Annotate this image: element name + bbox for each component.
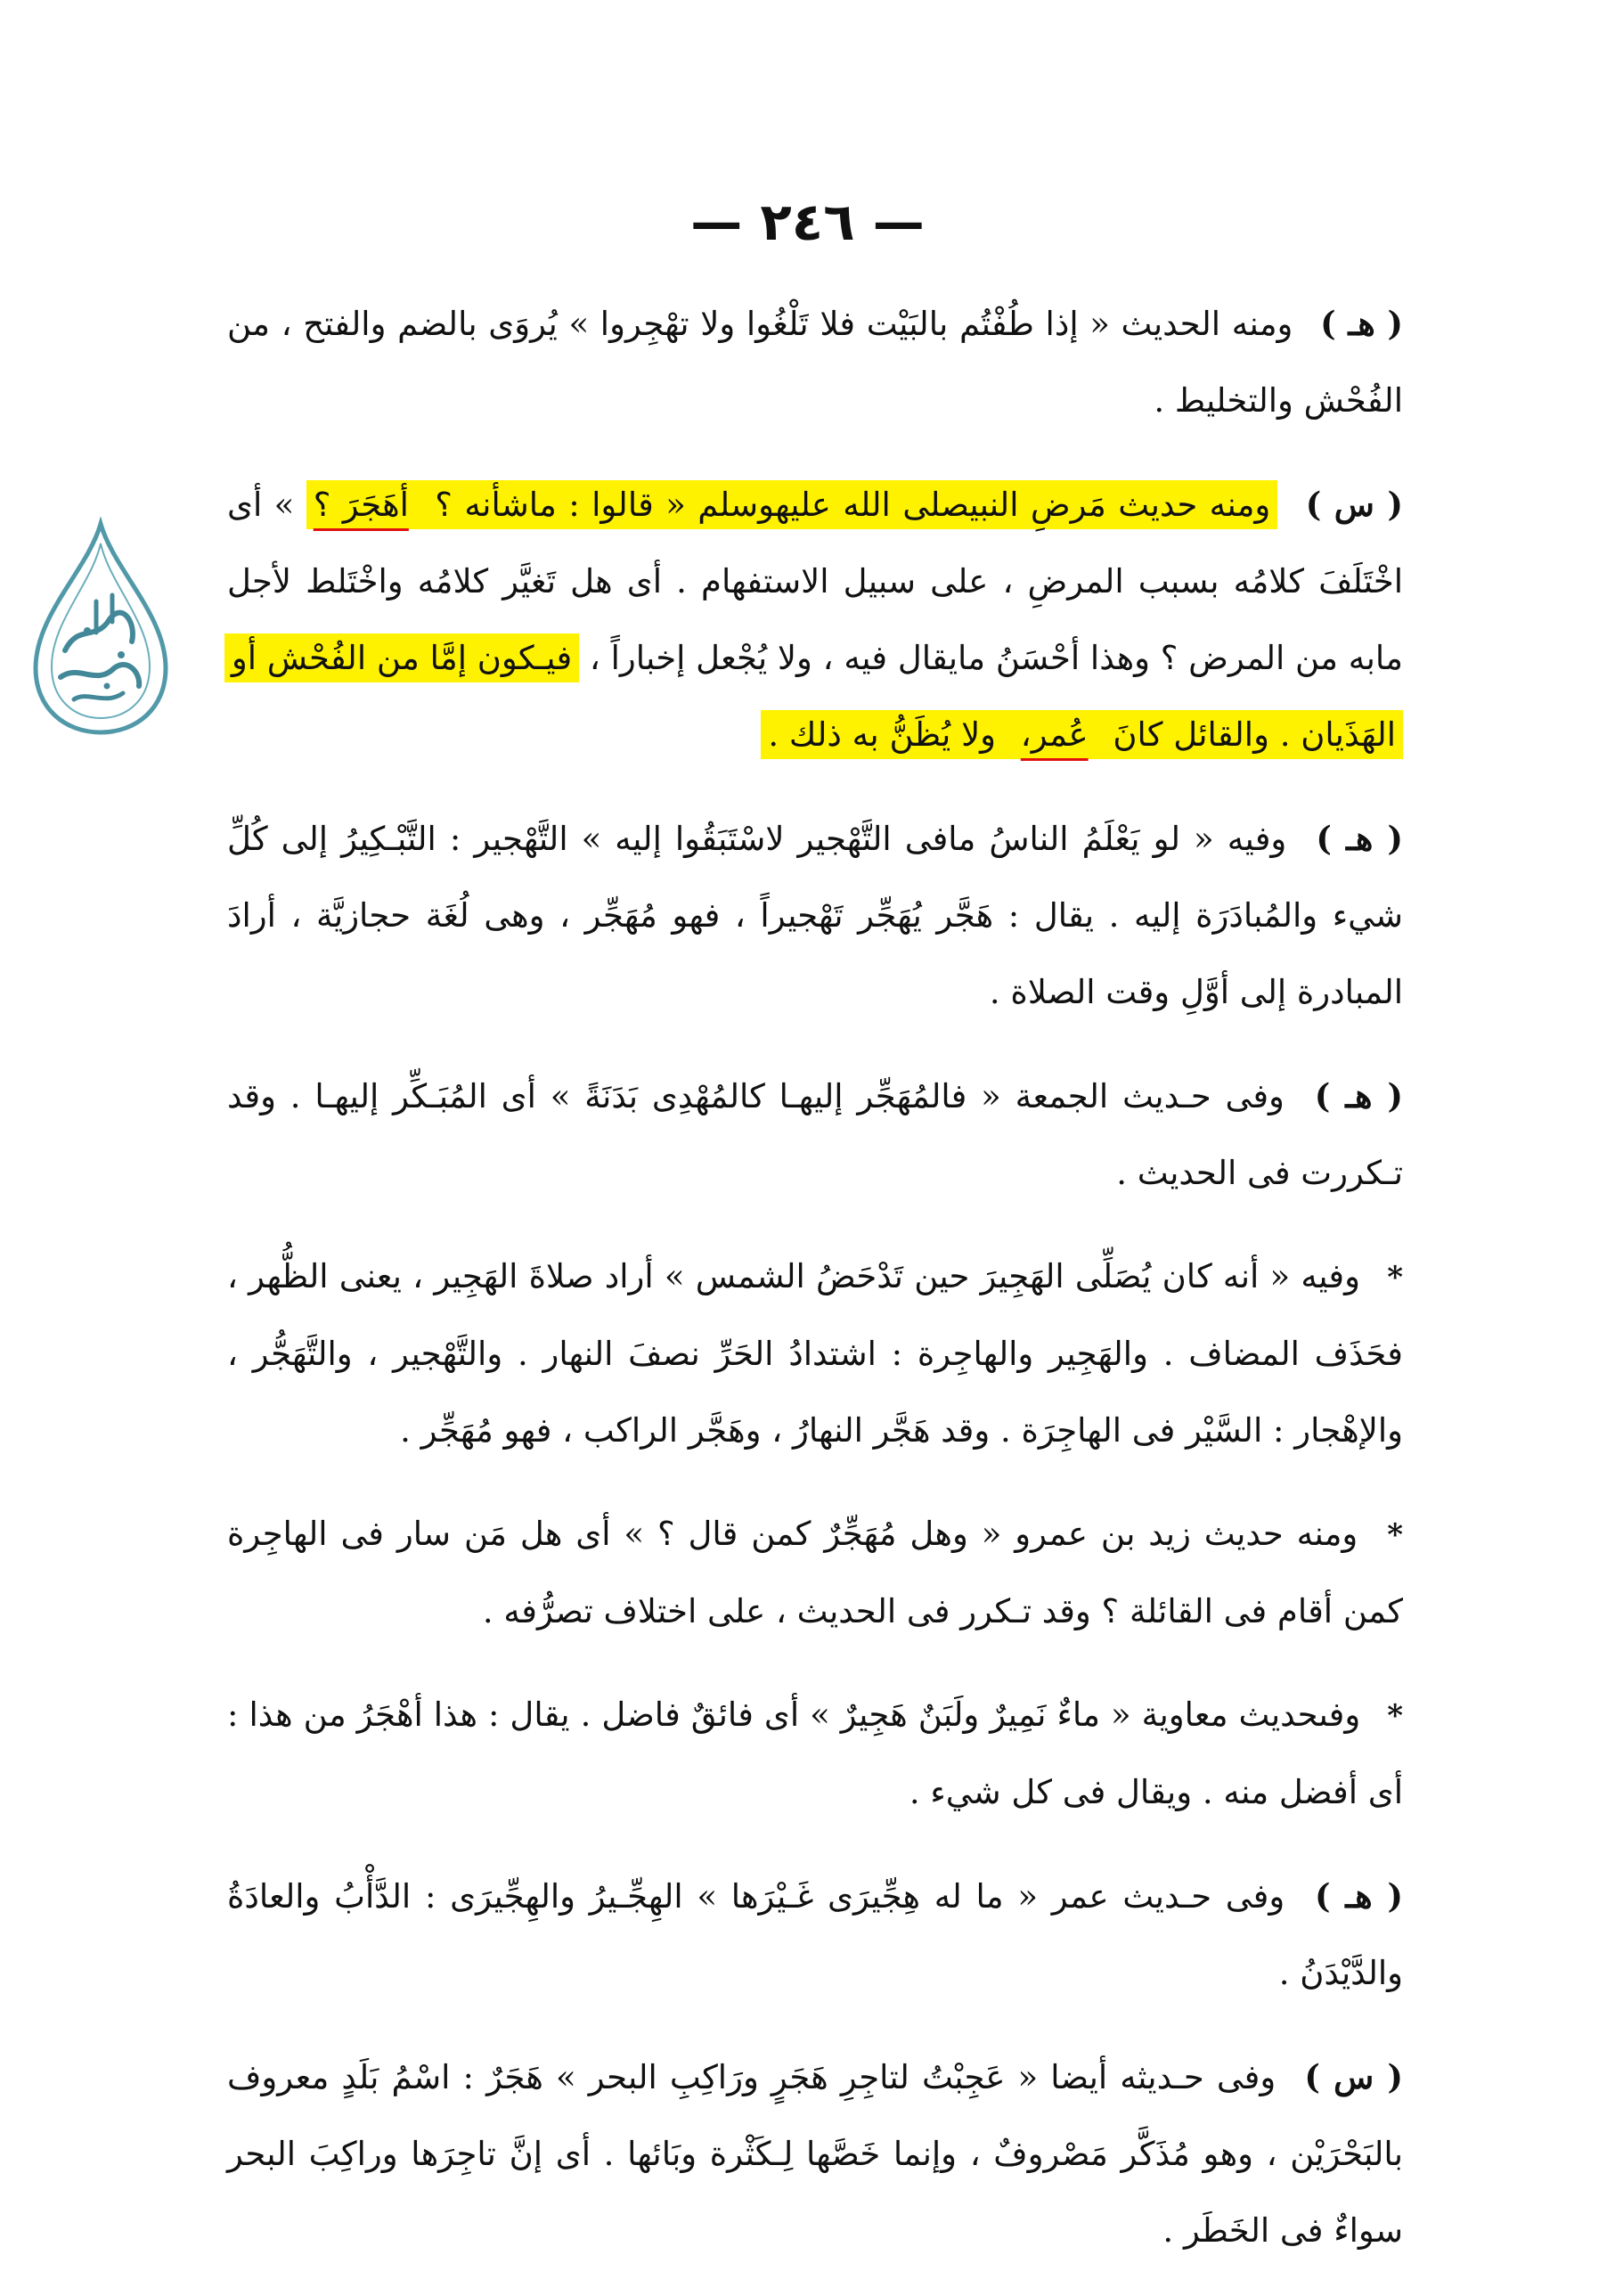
entry	[227, 1238, 1403, 1469]
entry-text: وفىحديث معاوية « ماءٌ نَمِيرٌ ولَبَنٌ هَجِيرٌ » أى فائقٌ فاضل . يقال : هذا أهْجَرُ من هذا : أى أفضل منه . ويقال فى كل شيء .	[227, 1695, 1403, 1811]
entry-marker: ( س )	[1305, 485, 1403, 524]
entry-marker: *	[1387, 1517, 1403, 1553]
entry-marker: ( هـ )	[1314, 1876, 1403, 1916]
highlighted-text: فيـكون إمَّا من الفُحْش أو الهَذَيان . والقائل كانَ	[224, 633, 1403, 759]
underlined-highlighted-text: أهَجَرَ ؟	[306, 480, 416, 529]
entry	[227, 1058, 1403, 1212]
entry-highlighted	[227, 466, 1403, 773]
entry	[227, 1677, 1403, 1831]
entry-text: وفى حـديث عمر « ما له هِجِّيرَى غَـيْرَها » الهِجِّـيرُ والهِجِّيرَى : الدَّأْبُ والعادَةُ والدَّيْدَنُ .	[227, 1877, 1403, 1992]
entry-text: وفيه « أنه كان يُصَلِّى الهَجِيرَ حين تَدْحَضُ الشمس » أراد صلاةَ الهَجِير ، يعنى الظُّهر ، فحَذَف المضاف . والهَجِير والهاجِرة : اشتدادُ الحَرِّ نصفَ النهار . والتَّهْجير ، والتَّهَجُّر ، والإهْجار : السَّيْر فى الهاجِرَة . وقد هَجَّر النهارُ ، وهَجَّر الراكب ، فهو مُهَجِّر .	[227, 1257, 1403, 1450]
page-number: — ٢٤٦ —	[690, 192, 925, 252]
entry	[227, 1496, 1403, 1650]
entry	[227, 1858, 1403, 2012]
entry-text: وفيه « لو يَعْلَمُ الناسُ مافى التَّهْجير لاسْتَبَقُوا إليه » التَّهْجير : التَّبْـكِيرُ إلى كُلِّ شيء والمُبادَرَة إليه . يقال : هَجَّر يُهَجِّر تَهْجيراً ، فهو مُهَجِّر ، وهى لُغَة حجازيَّة ، أرادَ المبادرة إلى أوَّلِ وقت الصلاة .	[227, 820, 1403, 1011]
entry-marker: *	[1387, 1260, 1403, 1295]
underlined-highlighted-text: عُمر،	[1014, 710, 1096, 759]
entry-marker: ( هـ )	[1316, 819, 1403, 858]
entry-text: وفى حـديثه أيضا « عَجِبْتُ لتاجِرِ هَجَرٍ ورَاكِبِ البحر » هَجَرٌ : اسْمُ بَلَدٍ معروف بالبَحْرَيْن ، وهو مُذَكَّر مَصْروفٌ ، وإنما خَصَّها لِـكَثْرة وبَائها . أى إنَّ تاجِرَها وراكِبَ البحر سواءٌ فى الخَطَر .	[227, 2058, 1403, 2250]
entry-text: ومنه حديث زيد بن عمرو « وهل مُهَجِّرٌ كمن قال ؟ » أى هل مَن سار فى الهاجِرة كمن أقام فى القائلة ؟ وقد تـكرر فى الحديث ، على اختلاف تصرُّفه .	[227, 1515, 1403, 1630]
calligraphy-seal-icon	[25, 517, 176, 739]
entry-marker: ( س )	[1304, 2057, 1403, 2096]
highlighted-text: ومنه حديث مَرضِ النبيصلى الله عليهوسلم « قالوا : ماشأنه ؟	[416, 480, 1277, 529]
entry-text: » أى اخْتَلَفَ كلامُه بسبب المرضِ ، على سبيل الاستفهام . أى هل تَغيَّر كلامُه واخْتَلط لأجل مابه من المرض ؟ وهذا أحْسَنُ مايقال فيه ، ولا يُجْعل إخباراً ،	[227, 486, 1403, 677]
entry	[227, 285, 1403, 439]
highlighted-text: ولا يُظَنُّ به ذلك .	[761, 710, 1013, 759]
text-block	[227, 285, 1403, 2296]
entry-marker: ( هـ )	[1314, 1076, 1403, 1115]
entry-marker: ( هـ )	[1320, 304, 1403, 343]
entry-text: وفى حـديث الجمعة « فالمُهَجِّر إليهـا كالمُهْدِى بَدَنَةً » أى المُبَـكِّر إليهـا . وقد تـكررت فى الحديث .	[227, 1077, 1403, 1192]
entry	[227, 2039, 1403, 2269]
entry	[227, 800, 1403, 1031]
entry-text: ومنه الحديث « إذا طُفْتُم بالبَيْت فلا تَلْغُوا ولا تهْجِروا » يُروَى بالضم والفتح ، من الفُحْش والتخليط .	[227, 305, 1403, 420]
entry-marker: *	[1387, 1698, 1404, 1734]
